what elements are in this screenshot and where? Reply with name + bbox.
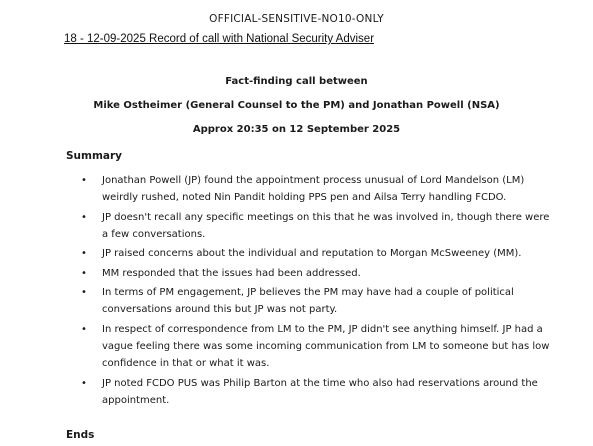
bullet-text: Jonathan Powell (JP) found the appointment process unusual of Lord Mandelson (LM) weirdly rushed, noted Nin Pandit holding PPS pen and Ailsa Terry handling FCDO. [102, 175, 525, 203]
ends-label: Ends [66, 429, 95, 441]
summary-bullet-list [0, 172, 593, 411]
list-item [0, 172, 593, 206]
bullet-text: JP noted FCDO PUS was Philip Barton at the time who also had reservations around the appointment. [102, 377, 538, 406]
bullet-icon: • [81, 287, 87, 299]
bullet-text: In terms of PM engagement, JP believes the PM may have had a couple of political conversations around this but JP was not party. [102, 287, 514, 316]
summary-heading: Summary [66, 150, 123, 162]
list-item [0, 245, 593, 262]
list-item [0, 265, 593, 282]
call-heading-line-2: Mike Ostheimer (General Counsel to the PM) and Jonathan Powell (NSA) [93, 100, 500, 111]
classification-marking: OFFICIAL-SENSITIVE-NO10-ONLY [209, 13, 384, 25]
bullet-text: MM responded that the issues had been addressed. [102, 267, 361, 279]
bullet-icon: • [81, 323, 87, 335]
bullet-icon: • [81, 248, 87, 260]
list-item [0, 375, 593, 409]
document-title: 18 - 12-09-2025 Record of call with National Security Adviser [64, 33, 375, 45]
bullet-text: JP doesn't recall any specific meetings on this that he was involved in, though there were a few conversations. [102, 211, 550, 240]
bullet-icon: • [81, 211, 87, 223]
bullet-text: In respect of correspondence from LM to the PM, JP didn't see anything himself. JP had a vague feeling there was some incoming communication from LM to someone but has low confidence in that or what it was. [102, 323, 550, 369]
list-item [0, 284, 593, 318]
bullet-icon: • [81, 175, 87, 186]
bullet-text: JP raised concerns about the individual and reputation to Morgan McSweeney (MM). [102, 248, 522, 260]
list-item [0, 321, 593, 372]
bullet-icon: • [81, 267, 87, 279]
list-item [0, 209, 593, 243]
bullet-icon: • [81, 377, 87, 389]
call-heading-line-3: Approx 20:35 on 12 September 2025 [192, 124, 401, 135]
call-heading-line-1: Fact-finding call between [225, 76, 368, 87]
